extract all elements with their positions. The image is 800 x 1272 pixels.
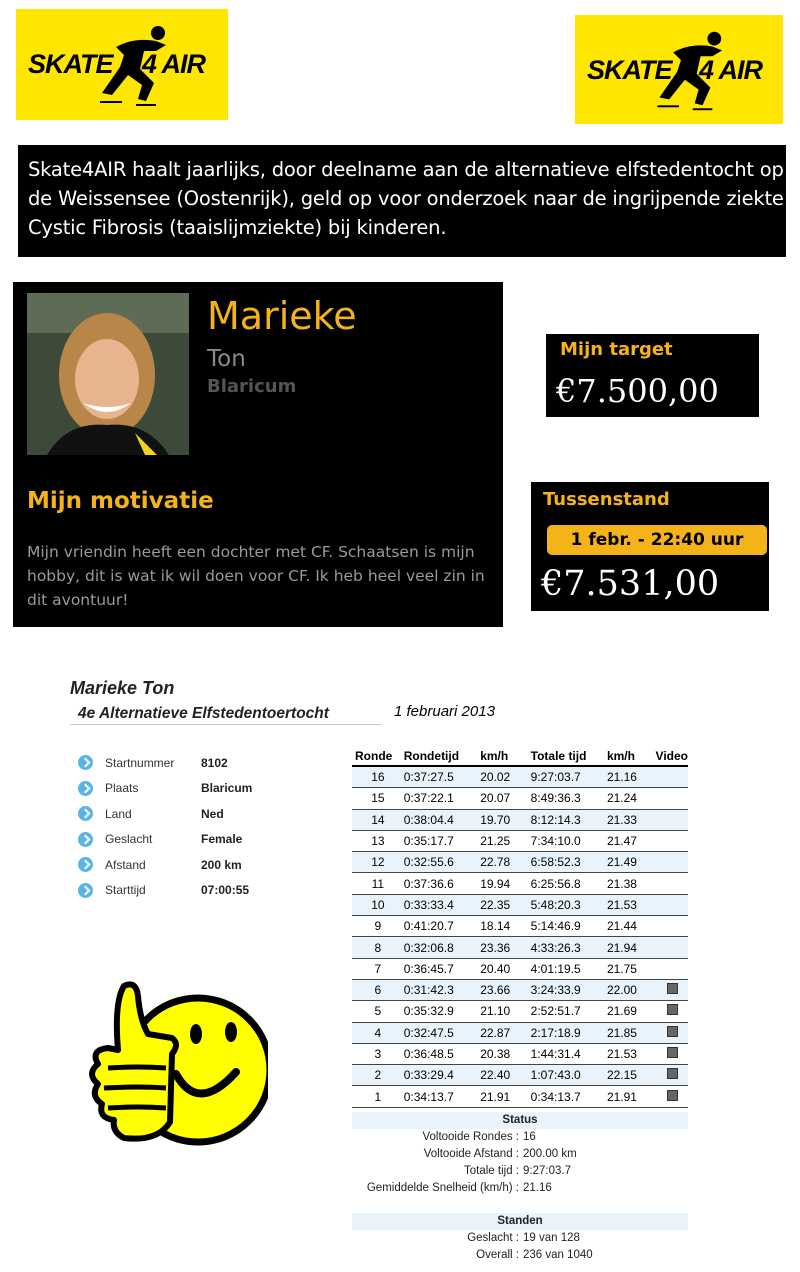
table-cell: 6:58:52.3 — [528, 852, 604, 873]
table-cell: 21.69 — [604, 1001, 653, 1022]
profile-first-name: Marieke — [207, 294, 357, 338]
table-row — [352, 873, 688, 894]
standen-row — [352, 1230, 688, 1247]
info-row — [78, 852, 252, 878]
standen-title: Standen — [352, 1213, 688, 1230]
video-cell — [653, 788, 688, 809]
table-row — [352, 1086, 688, 1107]
status-value: 16 — [523, 1131, 536, 1143]
table-cell: 2 — [352, 1065, 401, 1086]
table-cell: 21.53 — [604, 894, 653, 915]
info-value: Blaricum — [201, 781, 253, 796]
video-cell[interactable] — [653, 1001, 688, 1022]
table-cell: 5:48:20.3 — [528, 894, 604, 915]
result-name: Marieke Ton — [70, 678, 175, 698]
table-cell: 21.33 — [604, 809, 653, 830]
table-row — [352, 894, 688, 915]
tussenstand-label: Tussenstand — [543, 489, 670, 510]
table-cell: 6:25:56.8 — [528, 873, 604, 894]
video-cell — [653, 873, 688, 894]
table-cell: 3 — [352, 1043, 401, 1064]
table-cell: 0:32:47.5 — [401, 1022, 477, 1043]
table-row — [352, 830, 688, 851]
result-date: 1 februari 2013 — [394, 703, 495, 720]
video-icon[interactable] — [667, 1047, 678, 1058]
table-cell: 1:07:43.0 — [528, 1065, 604, 1086]
video-icon[interactable] — [667, 1090, 678, 1101]
table-cell: 21.91 — [477, 1086, 527, 1107]
skate4air-logo-left: SKATE 4 AIR — [16, 9, 228, 120]
target-amount: €7.500,00 — [556, 372, 719, 410]
table-row — [352, 766, 688, 788]
table-cell: 3:24:33.9 — [528, 979, 604, 1000]
table-cell: 1:44:31.4 — [528, 1043, 604, 1064]
table-row — [352, 958, 688, 979]
standen-key: Geslacht : — [467, 1232, 519, 1244]
video-cell[interactable] — [653, 1065, 688, 1086]
thumbs-up-smiley-icon — [68, 972, 268, 1172]
status-value: 200.00 km — [523, 1148, 577, 1160]
tussenstand-date-badge: 1 febr. - 22:40 uur — [547, 525, 767, 555]
video-cell — [653, 766, 688, 788]
status-value: 21.16 — [523, 1182, 552, 1194]
table-cell: 0:34:13.7 — [401, 1086, 477, 1107]
video-cell — [653, 937, 688, 958]
video-cell[interactable] — [653, 1086, 688, 1107]
table-cell: 0:33:33.4 — [401, 894, 477, 915]
table-row — [352, 788, 688, 809]
video-cell — [653, 894, 688, 915]
table-cell: 8 — [352, 937, 401, 958]
table-row — [352, 916, 688, 937]
participant-info — [78, 750, 252, 903]
video-cell — [653, 958, 688, 979]
arrow-icon — [78, 781, 93, 796]
table-cell: 21.85 — [604, 1022, 653, 1043]
profile-city: Blaricum — [207, 376, 297, 397]
status-key: Gemiddelde Snelheid (km/h) : — [366, 1182, 519, 1194]
arrow-icon — [78, 883, 93, 898]
target-label: Mijn target — [560, 339, 673, 360]
table-cell: 21.53 — [604, 1043, 653, 1064]
info-row — [78, 827, 252, 853]
info-row — [78, 776, 252, 802]
table-cell: 8:12:14.3 — [528, 809, 604, 830]
video-icon[interactable] — [667, 1004, 678, 1015]
table-cell: 14 — [352, 809, 401, 830]
table-cell: 16 — [352, 766, 401, 788]
status-block — [352, 1112, 688, 1264]
table-cell: 21.24 — [604, 788, 653, 809]
table-cell: 0:37:22.1 — [401, 788, 477, 809]
arrow-icon — [78, 806, 93, 821]
info-value: 8102 — [201, 755, 228, 770]
table-row — [352, 1022, 688, 1043]
table-cell: 21.49 — [604, 852, 653, 873]
video-cell — [653, 830, 688, 851]
table-cell: 21.94 — [604, 937, 653, 958]
table-cell: 19.70 — [477, 809, 527, 830]
motivation-text: Mijn vriendin heeft een dochter met CF. Schaatsen is mijn hobby, dit is wat ik wil doen voor CF. Ik heb heel veel zin in dit avontuur! — [27, 543, 485, 609]
table-cell: 20.40 — [477, 958, 527, 979]
table-cell: 9 — [352, 916, 401, 937]
table-cell: 10 — [352, 894, 401, 915]
table-cell: 1 — [352, 1086, 401, 1107]
table-cell: 5 — [352, 1001, 401, 1022]
standen-row — [352, 1247, 688, 1264]
status-row — [352, 1163, 688, 1180]
status-key: Totale tijd : — [464, 1165, 519, 1177]
target-box — [546, 334, 759, 417]
table-cell: 18.14 — [477, 916, 527, 937]
col-header: km/h — [477, 746, 527, 766]
info-key: Startnummer — [105, 755, 175, 770]
table-cell: 12 — [352, 852, 401, 873]
table-cell: 0:34:13.7 — [528, 1086, 604, 1107]
tussenstand-box — [531, 482, 769, 611]
table-row — [352, 1001, 688, 1022]
col-header: Rondetijd — [401, 746, 477, 766]
table-cell: 22.35 — [477, 894, 527, 915]
status-title: Status — [352, 1112, 688, 1129]
profile-last-name: Ton — [207, 346, 246, 372]
info-value: 200 km — [201, 857, 242, 872]
table-cell: 0:32:06.8 — [401, 937, 477, 958]
table-cell: 8:49:36.3 — [528, 788, 604, 809]
table-cell: 0:35:32.9 — [401, 1001, 477, 1022]
info-key: Geslacht — [105, 832, 153, 847]
table-cell: 0:37:27.5 — [401, 766, 477, 788]
table-cell: 0:32:55.6 — [401, 852, 477, 873]
standen-value: 236 van 1040 — [523, 1249, 593, 1261]
table-cell: 4:01:19.5 — [528, 958, 604, 979]
table-row — [352, 937, 688, 958]
table-cell: 0:33:29.4 — [401, 1065, 477, 1086]
video-cell — [653, 852, 688, 873]
table-cell: 21.10 — [477, 1001, 527, 1022]
table-cell: 22.87 — [477, 1022, 527, 1043]
laps-body — [352, 766, 688, 1107]
table-cell: 2:52:51.7 — [528, 1001, 604, 1022]
table-cell: 22.78 — [477, 852, 527, 873]
table-row — [352, 1065, 688, 1086]
table-cell: 21.16 — [604, 766, 653, 788]
table-cell: 22.40 — [477, 1065, 527, 1086]
skate4air-logo-right: SKATE 4 AIR — [575, 15, 783, 124]
table-cell: 5:14:46.9 — [528, 916, 604, 937]
info-key: Plaats — [105, 781, 139, 796]
table-cell: 6 — [352, 979, 401, 1000]
info-value: Ned — [201, 806, 224, 821]
table-cell: 7 — [352, 958, 401, 979]
table-cell: 22.15 — [604, 1065, 653, 1086]
info-key: Land — [105, 806, 132, 821]
motivation-title: Mijn motivatie — [27, 488, 214, 514]
info-key: Starttijd — [105, 883, 146, 898]
table-row — [352, 1043, 688, 1064]
table-cell: 21.25 — [477, 830, 527, 851]
col-header: Ronde — [352, 746, 401, 766]
info-row — [78, 801, 252, 827]
divider — [70, 724, 382, 725]
arrow-icon — [78, 832, 93, 847]
profile-photo — [27, 293, 189, 455]
table-cell: 7:34:10.0 — [528, 830, 604, 851]
status-row — [352, 1180, 688, 1197]
status-row — [352, 1146, 688, 1163]
table-cell: 19.94 — [477, 873, 527, 894]
standen-key: Overall : — [476, 1249, 519, 1261]
result-event: 4e Alternatieve Elfstedentoertocht — [78, 705, 329, 722]
col-header: km/h — [604, 746, 653, 766]
info-key: Afstand — [105, 857, 146, 872]
status-value: 9:27:03.7 — [523, 1165, 571, 1177]
table-cell: 21.38 — [604, 873, 653, 894]
video-cell — [653, 809, 688, 830]
table-cell: 23.66 — [477, 979, 527, 1000]
table-cell: 4 — [352, 1022, 401, 1043]
col-header: Totale tijd — [528, 746, 604, 766]
table-cell: 2:17:18.9 — [528, 1022, 604, 1043]
tussenstand-amount: €7.531,00 — [541, 564, 720, 604]
arrow-icon — [78, 755, 93, 770]
table-cell: 9:27:03.7 — [528, 766, 604, 788]
table-cell: 13 — [352, 830, 401, 851]
video-icon[interactable] — [667, 983, 678, 994]
table-cell: 0:36:45.7 — [401, 958, 477, 979]
arrow-icon — [78, 857, 93, 872]
status-row — [352, 1129, 688, 1146]
table-row — [352, 852, 688, 873]
table-cell: 0:36:48.5 — [401, 1043, 477, 1064]
info-row — [78, 878, 252, 904]
info-row — [78, 750, 252, 776]
table-cell: 23.36 — [477, 937, 527, 958]
video-cell — [653, 916, 688, 937]
table-cell: 0:31:42.3 — [401, 979, 477, 1000]
info-value: 07:00:55 — [201, 883, 250, 898]
video-icon[interactable] — [667, 1026, 678, 1037]
video-icon[interactable] — [667, 1068, 678, 1079]
profile-card — [13, 282, 503, 627]
table-row — [352, 979, 688, 1000]
table-cell: 21.91 — [604, 1086, 653, 1107]
info-value: Female — [201, 832, 243, 847]
intro-banner: Skate4AIR haalt jaarlijks, door deelname aan de alternatieve elfstedentocht op de Weissensee (Oostenrijk), geld op voor onderzoek naar de ingrijpende ziekte Cystic Fibrosis (taaislijmziekte) bij kinderen. — [18, 145, 786, 257]
table-cell: 4:33:26.3 — [528, 937, 604, 958]
table-cell: 0:35:17.7 — [401, 830, 477, 851]
table-row — [352, 809, 688, 830]
standen-value: 19 van 128 — [523, 1232, 580, 1244]
table-cell: 11 — [352, 873, 401, 894]
col-header: Video — [653, 746, 688, 766]
table-cell: 0:37:36.6 — [401, 873, 477, 894]
video-cell[interactable] — [653, 1022, 688, 1043]
table-cell: 21.75 — [604, 958, 653, 979]
table-cell: 15 — [352, 788, 401, 809]
table-header-row — [352, 746, 688, 766]
table-cell: 20.02 — [477, 766, 527, 788]
status-key: Voltooide Rondes : — [422, 1131, 519, 1143]
video-cell[interactable] — [653, 1043, 688, 1064]
status-key: Voltooide Afstand : — [423, 1148, 519, 1160]
table-cell: 21.44 — [604, 916, 653, 937]
table-cell: 0:38:04.4 — [401, 809, 477, 830]
table-cell: 21.47 — [604, 830, 653, 851]
video-cell[interactable] — [653, 979, 688, 1000]
table-cell: 20.38 — [477, 1043, 527, 1064]
table-cell: 22.00 — [604, 979, 653, 1000]
laps-table — [352, 746, 688, 1108]
table-cell: 0:41:20.7 — [401, 916, 477, 937]
table-cell: 20.07 — [477, 788, 527, 809]
